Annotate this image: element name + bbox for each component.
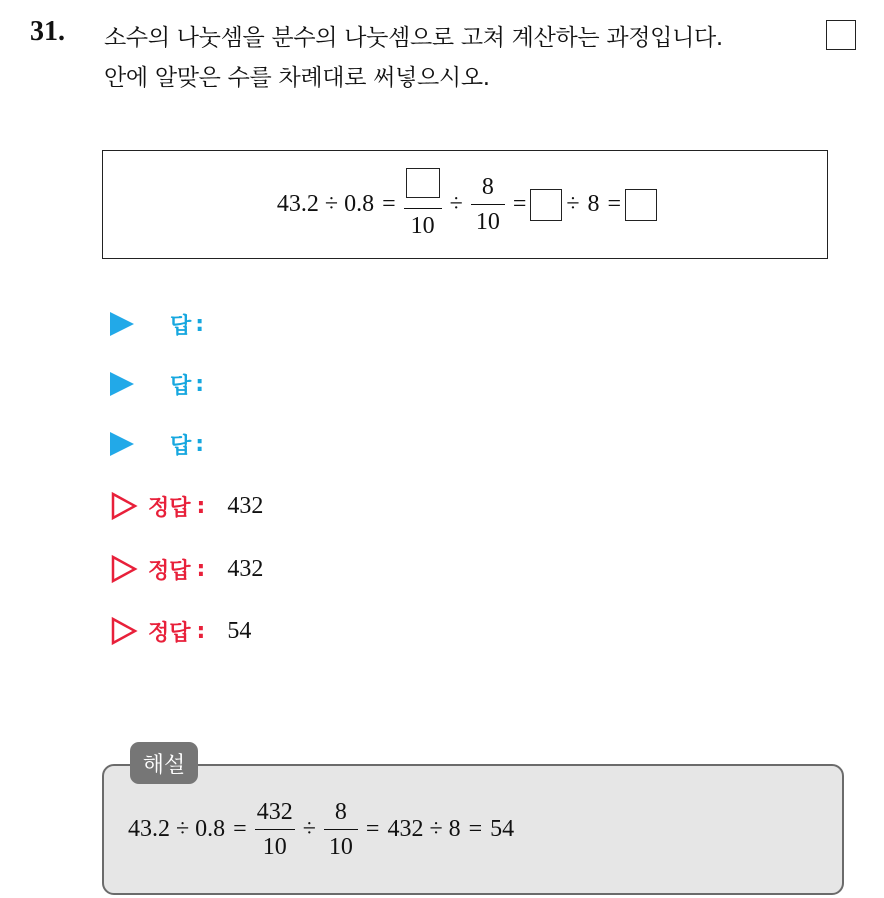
explanation-result: 54 (490, 815, 515, 842)
answer-row-2 (110, 369, 204, 399)
explanation-fraction-2 (324, 797, 358, 862)
problem-equation-box (102, 150, 828, 259)
fraction-1 (404, 168, 442, 241)
explanation-fraction-1-denominator: 10 (262, 833, 287, 860)
equals-sign: = (382, 191, 396, 217)
question-text (104, 18, 804, 98)
correct-answer-value: 432 (227, 492, 264, 519)
divide-sign: ÷ (302, 815, 316, 842)
equals-sign: = (365, 815, 380, 842)
filled-triangle-icon (110, 432, 134, 456)
explanation-fraction-1 (255, 797, 295, 862)
answer-colon: : (195, 431, 205, 457)
divide-sign: ÷ (449, 191, 463, 217)
correct-answer-value: 432 (227, 555, 264, 582)
equals-sign: = (233, 815, 247, 842)
answer-blank-3[interactable] (625, 189, 657, 221)
answer-colon: : (195, 371, 205, 397)
fraction-bar (255, 829, 295, 830)
filled-triangle-icon (110, 312, 134, 336)
fraction-bar (471, 204, 505, 205)
answer-colon: : (195, 311, 205, 337)
correct-answer-label: 정답 (148, 558, 191, 584)
explanation-fraction-2-numerator: 8 (334, 798, 347, 825)
question-line-1: 소수의 나눗셈을 분수의 나눗셈으로 고쳐 계산하는 과정입니다. (104, 25, 723, 51)
equals-sign: = (512, 191, 527, 217)
explanation-equation (124, 796, 518, 862)
answer-label: 답 (170, 373, 192, 399)
explanation-tag: 해설 (130, 742, 198, 784)
outline-triangle-icon (110, 616, 138, 646)
fraction-1-numerator-blank[interactable] (404, 168, 442, 206)
correct-answer-row-3 (110, 616, 251, 646)
answer-blank-2[interactable] (530, 189, 562, 221)
answer-row-1 (110, 309, 204, 339)
explanation-fraction-2-denominator: 10 (328, 833, 353, 860)
correct-answer-colon: : (196, 556, 206, 582)
correct-answer-label: 정답 (148, 620, 191, 646)
correct-answer-colon: : (196, 493, 206, 519)
fraction-1-denominator: 10 (410, 213, 435, 239)
correct-answer-row-1 (110, 491, 263, 521)
fraction-2 (471, 172, 505, 237)
question-number: 31. (30, 16, 65, 47)
explanation-lhs: 43.2 ÷ 0.8 (128, 815, 226, 842)
explanation-fraction-1-numerator: 432 (256, 798, 293, 825)
fraction-2-denominator: 10 (475, 209, 500, 235)
question-line-2: 안에 알맞은 수를 차례대로 써넣으시오. (104, 65, 490, 91)
equals-sign: = (468, 815, 483, 842)
fraction-bar (324, 829, 358, 830)
filled-triangle-icon (110, 372, 134, 396)
outline-triangle-icon (110, 491, 138, 521)
explanation-step: 432 ÷ 8 (387, 815, 461, 842)
answer-row-3 (110, 429, 204, 459)
fraction-bar (404, 208, 442, 209)
equals-sign: = (607, 191, 622, 217)
answer-label: 답 (170, 313, 192, 339)
correct-answer-label: 정답 (148, 495, 191, 521)
correct-answer-row-2 (110, 554, 263, 584)
correct-answer-value: 54 (227, 617, 252, 644)
divide-sign: ÷ (566, 191, 580, 217)
divisor: 8 (587, 191, 600, 217)
fraction-2-numerator: 8 (481, 174, 494, 200)
outline-triangle-icon (110, 554, 138, 584)
equation-lhs: 43.2 ÷ 0.8 (276, 191, 375, 217)
problem-equation (103, 151, 827, 258)
answer-label: 답 (170, 433, 192, 459)
blank-box-symbol (826, 20, 856, 50)
correct-answer-colon: : (196, 618, 206, 644)
